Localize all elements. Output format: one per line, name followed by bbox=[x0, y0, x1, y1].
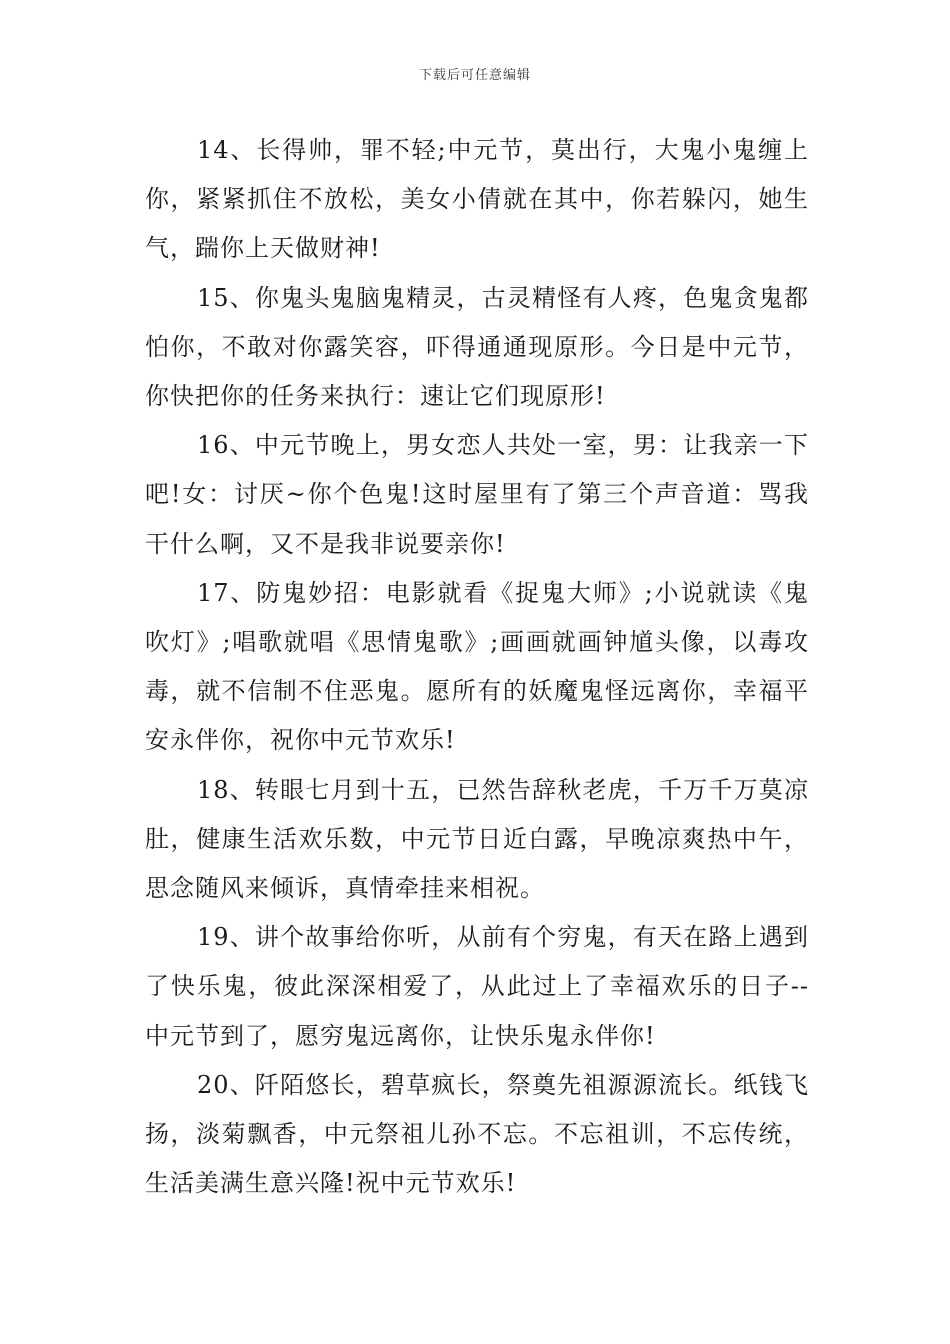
paragraph-20: 20、阡陌悠长，碧草疯长，祭奠先祖源源流长。纸钱飞扬，淡菊飘香，中元祭祖儿孙不忘。不忘祖训，不忘传统，生活美满生意兴隆!祝中元节欢乐! bbox=[145, 1070, 809, 1198]
paragraph-18: 18、转眼七月到十五，已然告辞秋老虎，千万千万莫凉肚，健康生活欢乐数，中元节日近白露，早晚凉爽热中午，思念随风来倾诉，真情牵挂来相祝。 bbox=[145, 775, 809, 903]
paragraph-14: 14、长得帅，罪不轻;中元节，莫出行，大鬼小鬼缠上你，紧紧抓住不放松，美女小倩就在其中，你若躲闪，她生气，踹你上天做财神! bbox=[145, 136, 809, 263]
paragraph-19: 19、讲个故事给你听，从前有个穷鬼，有天在路上遇到了快乐鬼，彼此深深相爱了，从此过上了幸福欢乐的日子--中元节到了，愿穷鬼远离你，让快乐鬼永伴你! bbox=[145, 923, 809, 1050]
page-header: 下载后可任意编辑 bbox=[418, 68, 531, 83]
paragraph-15: 15、你鬼头鬼脑鬼精灵，古灵精怪有人疼，色鬼贪鬼都怕你，不敢对你露笑容，吓得通通现原形。今日是中元节，你快把你的任务来执行：速让它们现原形! bbox=[145, 283, 809, 411]
paragraph-17: 17、防鬼妙招：电影就看《捉鬼大师》;小说就读《鬼吹灯》;唱歌就唱《思情鬼歌》;画画就画钟馗头像，以毒攻毒，就不信制不住恶鬼。愿所有的妖魔鬼怪远离你，幸福平安永伴你，祝你中元节欢乐! bbox=[145, 578, 809, 755]
document-body bbox=[145, 126, 809, 1208]
paragraph-16: 16、中元节晚上，男女恋人共处一室，男：让我亲一下吧!女：讨厌~你个色鬼!这时屋里有了第三个声音道：骂我干什么啊，又不是我非说要亲你! bbox=[145, 431, 809, 558]
